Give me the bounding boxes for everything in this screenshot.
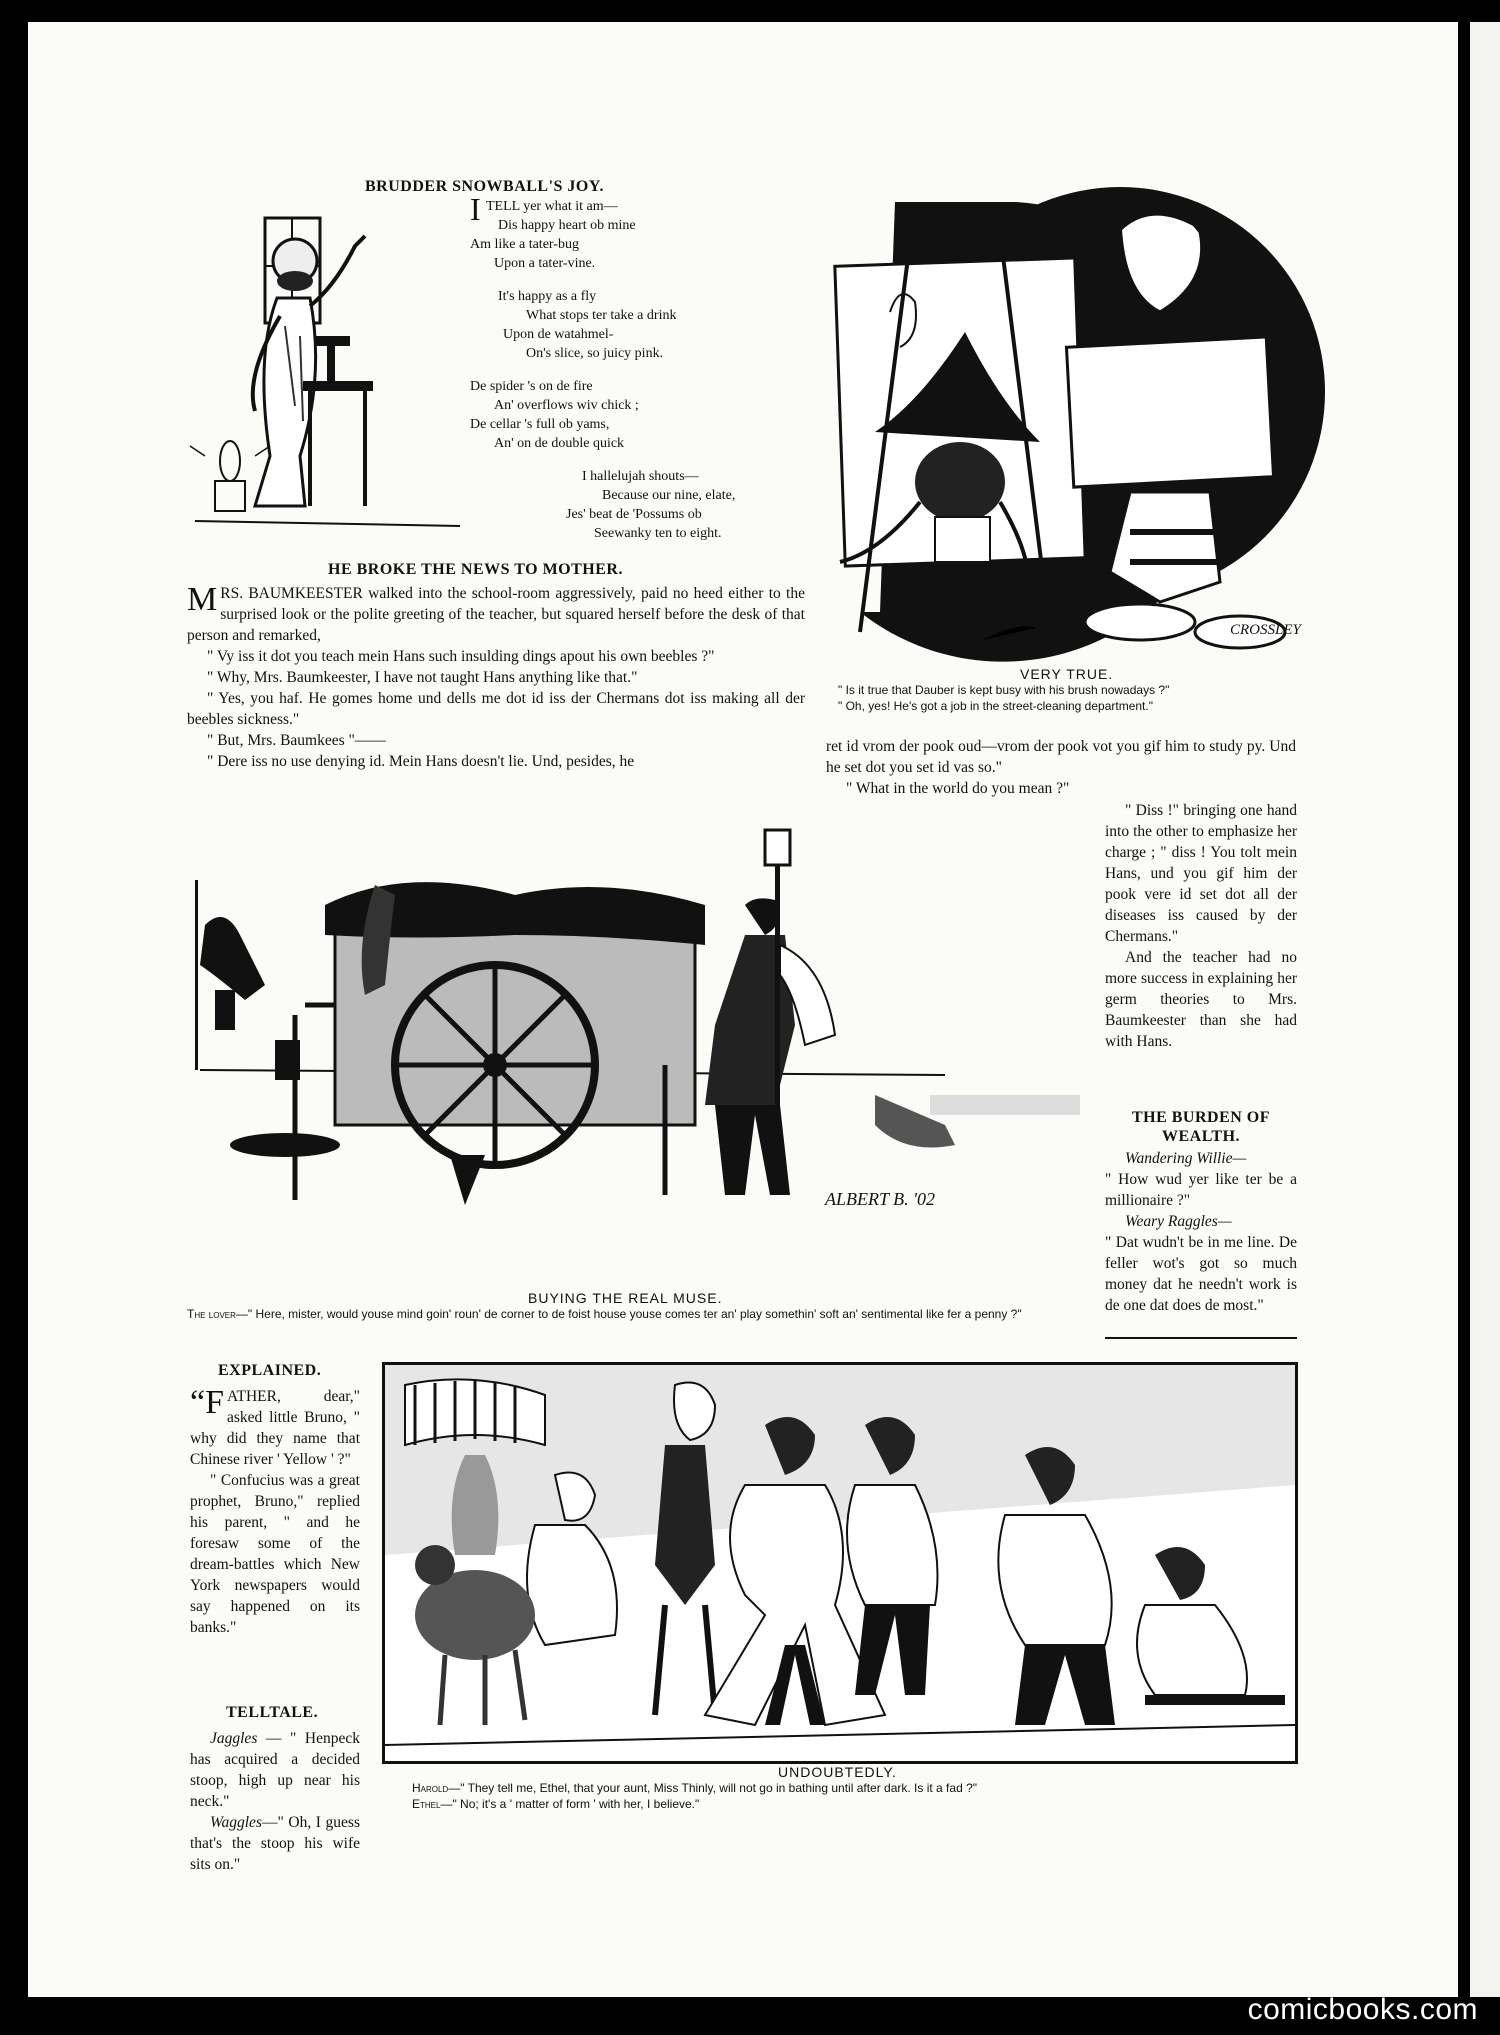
burden-line: " How wud yer like ter be a millionaire ?"	[1105, 1171, 1297, 1209]
undoubtedly-title: UNDOUBTEDLY.	[778, 1764, 897, 1780]
poem-line: Dis happy heart ob mine	[498, 218, 636, 233]
snowball-illustration	[185, 206, 470, 541]
news-title: HE BROKE THE NEWS TO MOTHER.	[328, 561, 623, 578]
news-paragraph: ret id vrom der pook oud—vrom der pook vot you gif him to study py. Und he set dot you set id vas so."	[826, 738, 1296, 776]
undoubtedly-caption	[412, 1780, 1292, 1812]
burden-speaker: Weary Raggles—	[1125, 1213, 1232, 1230]
poem-line: I hallelujah shouts—	[582, 469, 699, 484]
watermark: comicbooks.com	[1247, 1993, 1478, 2026]
explained-text	[190, 1386, 360, 1638]
explained-title: EXPLAINED.	[218, 1362, 322, 1379]
poem-line: Am like a tater-bug	[470, 237, 579, 252]
muse-line: —" Here, mister, would youse mind goin' roun' de corner to de foist house youse comes ter an' play somethin' soft an' sentimental like fer a penny ?"	[235, 1307, 1022, 1321]
news-paragraph: " But, Mrs. Baumkees "——	[207, 732, 386, 749]
telltale-line: — " Henpeck has acquired a decided stoop, high up near his neck."	[190, 1730, 360, 1810]
snowball-drop-letter: I	[470, 191, 481, 227]
very-true-illustration	[800, 172, 1301, 667]
news-paragraph: " Diss !" bringing one hand into the other to emphasize her charge ; " diss ! You tolt mein Hans, und you gif him der pook vere id set dot all der diseases iss caused by der Chermans."	[1105, 802, 1297, 945]
poem-line: Upon a tater-vine.	[494, 256, 596, 271]
caption-line: " Is it true that Dauber is kept busy with his brush nowadays ?"	[838, 683, 1170, 697]
news-paragraph: And the teacher had no more success in explaining her germ theories to Mrs. Baumkeester than she had with Hans.	[1105, 949, 1297, 1050]
poem-line: It's happy as a fly	[498, 289, 597, 304]
burden-speaker: Wandering Willie—	[1125, 1150, 1247, 1167]
news-paragraph: " Why, Mrs. Baumkeester, I have not taught Hans anything like that."	[207, 669, 638, 686]
snowball-title: BRUDDER SNOWBALL'S JOY.	[365, 178, 604, 195]
news-paragraph: " Yes, you haf. He gomes home und dells me dot id iss der Chermans dot iss making all der beebles sickness."	[187, 690, 805, 728]
undoubtedly-line: —" They tell me, Ethel, that your aunt, Miss Thinly, will not go in bathing until after dark. Is it a fad ?"	[448, 1781, 978, 1795]
very-true-title: VERY TRUE.	[1020, 666, 1114, 682]
muse-title: BUYING THE REAL MUSE.	[528, 1290, 723, 1306]
poem-line: What stops ter take a drink	[526, 308, 677, 323]
poem-line: An' on de double quick	[494, 436, 625, 451]
burden-text	[1105, 1148, 1297, 1316]
news-column-1	[187, 583, 805, 772]
poem-line: Jes' beat de 'Possums ob	[566, 507, 702, 522]
news-column-3	[1105, 800, 1297, 1052]
undoubtedly-speaker: Harold	[412, 1781, 449, 1795]
telltale-title: TELLTALE.	[226, 1704, 319, 1721]
telltale-text	[190, 1728, 360, 1875]
very-true-caption	[838, 682, 1278, 714]
explained-drop-letter: “F	[190, 1384, 224, 1421]
explained-opening: ATHER, dear," asked little Bruno, " why did they name that Chinese river ' Yellow ' ?"	[190, 1388, 360, 1468]
muse-caption	[187, 1306, 1097, 1322]
undoubtedly-line: —" No; it's a ' matter of form ' with her, I believe."	[440, 1797, 700, 1811]
news-paragraph: " Vy iss it dot you teach mein Hans such insulding dings apout his own beebles ?"	[207, 648, 715, 665]
poem-line: An' overflows wiv chick ;	[494, 398, 639, 413]
news-paragraph: " What in the world do you mean ?"	[846, 780, 1070, 797]
poem-line: Because our nine, elate,	[602, 488, 736, 503]
very-true-signature: CROSSLEY	[1230, 622, 1301, 638]
burden-rule	[1105, 1337, 1297, 1339]
snowball-poem	[470, 191, 780, 543]
poem-line: Upon de watahmel-	[503, 327, 614, 342]
news-paragraph: " Dere iss no use denying id. Mein Hans doesn't lie. Und, pesides, he	[207, 753, 635, 770]
poem-line: On's slice, so juicy pink.	[526, 346, 664, 361]
news-drop-letter: M	[187, 581, 218, 618]
poem-line: Seewanky ten to eight.	[594, 526, 722, 541]
muse-illustration	[185, 825, 1085, 1290]
burden-line: " Dat wudn't be in me line. De feller wot's got so much money dat he needn't work is de one dat does de most."	[1105, 1234, 1297, 1314]
telltale-speaker: Waggles	[210, 1814, 262, 1831]
poem-line: De cellar 's full ob yams,	[470, 417, 610, 432]
muse-signature: ALBERT B. '02	[825, 1189, 936, 1209]
undoubtedly-illustration	[382, 1362, 1298, 1764]
caption-line: " Oh, yes! He's got a job in the street-cleaning department."	[838, 699, 1153, 713]
news-opening: RS. BAUMKEESTER walked into the school-room aggressively, paid no heed either to the surprised look or the polite greeting of the teacher, but squared herself before the desk of that person and remarked,	[187, 585, 805, 644]
telltale-speaker: Jaggles	[210, 1730, 258, 1747]
undoubtedly-speaker: Ethel	[412, 1797, 441, 1811]
burden-title: THE BURDEN OF WEALTH.	[1131, 1109, 1271, 1145]
muse-speaker: The lover	[187, 1307, 236, 1321]
poem-line: TELL yer what it am—	[486, 199, 618, 214]
explained-paragraph: " Confucius was a great prophet, Bruno," replied his parent, " and he foresaw some of the dream-battles which New York newspapers would say happened on its banks."	[190, 1472, 360, 1636]
adjacent-page-edge	[1470, 22, 1500, 1997]
news-column-2	[826, 736, 1296, 799]
poem-line: De spider 's on de fire	[470, 379, 593, 394]
telltale-line: —" Oh, I guess that's the stoop his wife sits on."	[190, 1814, 360, 1873]
